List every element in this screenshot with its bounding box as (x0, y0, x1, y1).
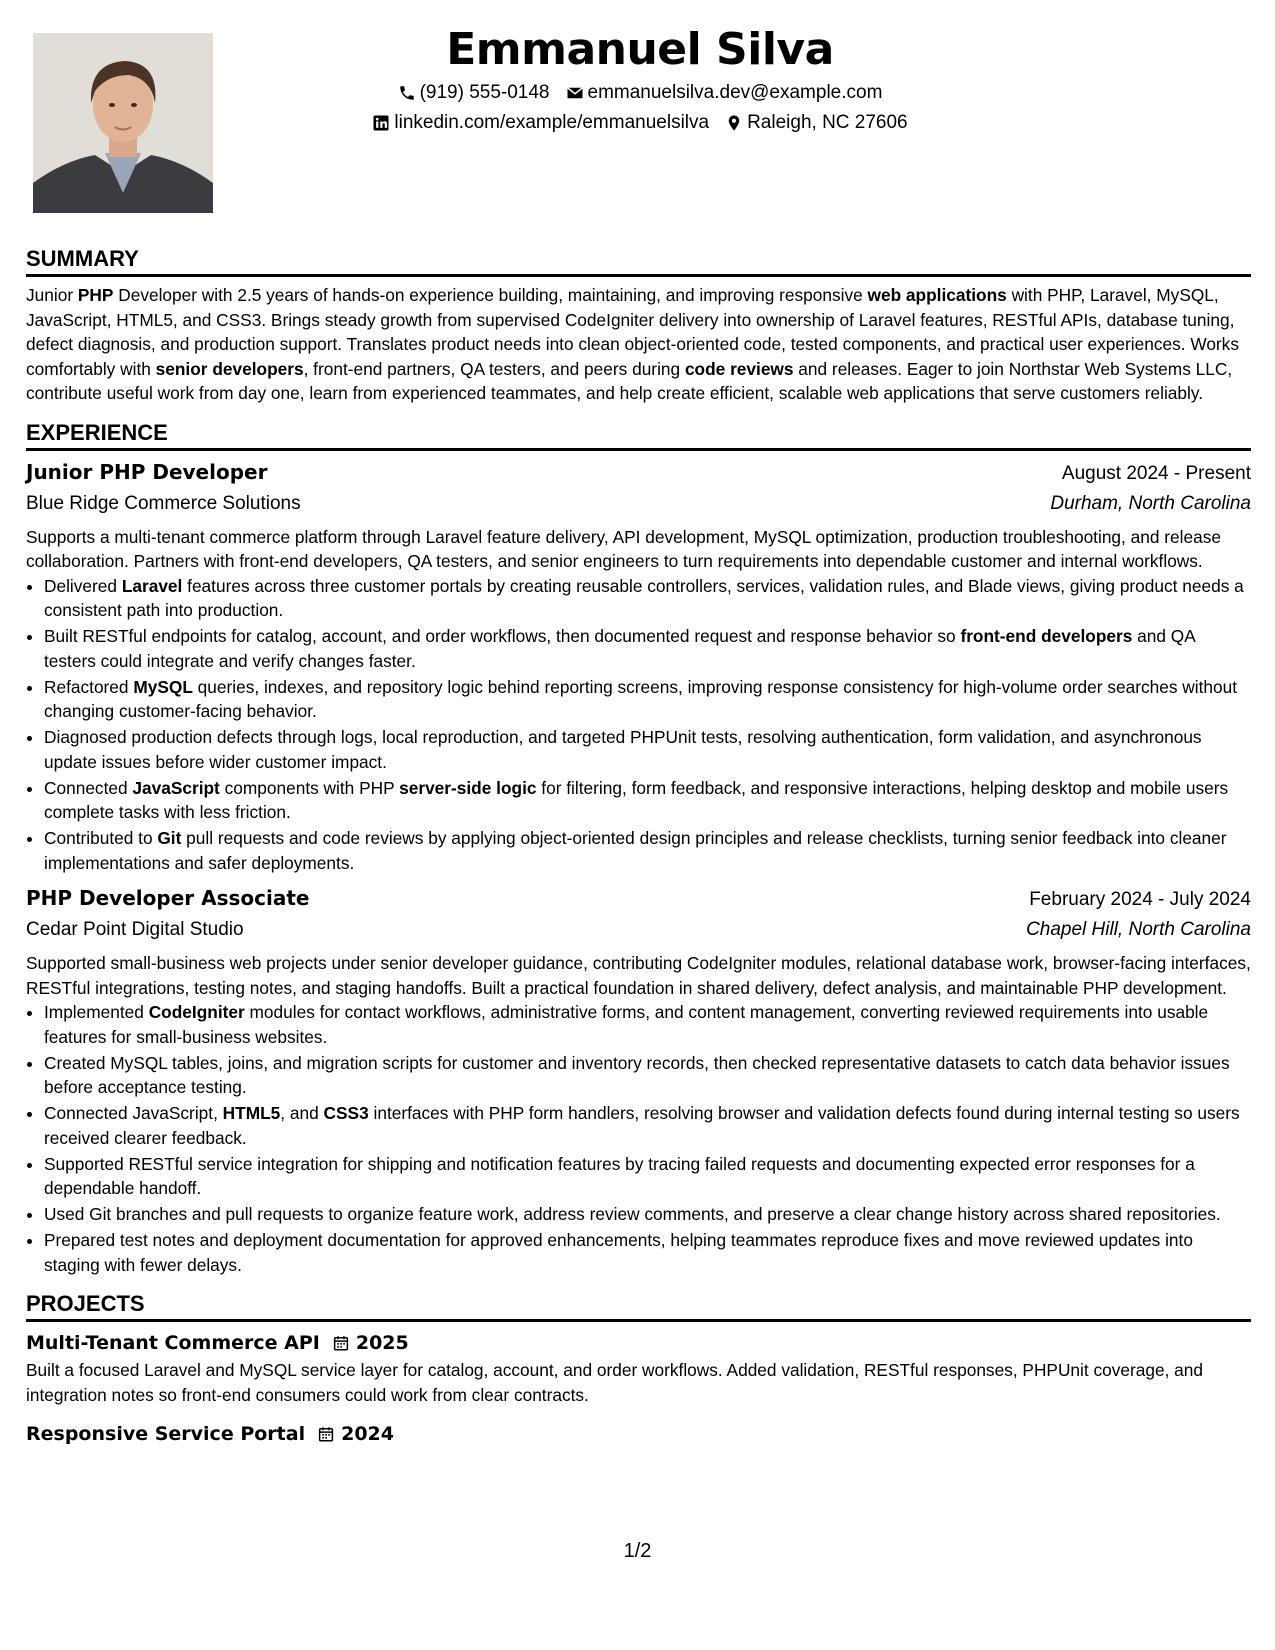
project-description: Built a focused Laravel and MySQL service layer for catalog, account, and order workflows. Added validation, RESTful responses, PHPUnit coverage, and integration notes so front-end consumers could work from clear contracts. (26, 1360, 1204, 1405)
bold-keyword: server-side logic (399, 777, 537, 798)
linkedin-icon (372, 114, 390, 132)
bold-keyword: PHP (77, 285, 114, 305)
section-title-experience: EXPERIENCE (26, 420, 1251, 451)
experience-section (26, 420, 1251, 1278)
job-header (26, 457, 1251, 489)
project-year (317, 1419, 394, 1449)
job-bullet (44, 826, 1251, 875)
job-bullet (44, 1202, 1251, 1227)
email-contact[interactable] (566, 78, 883, 108)
text-segment: , and (280, 1103, 324, 1123)
text-segment: Refactored (44, 676, 134, 697)
bold-keyword: JavaScript (132, 777, 220, 798)
job-bullet (44, 1000, 1251, 1049)
text-segment: Connected (44, 777, 133, 798)
candidate-name: Emmanuel Silva (446, 24, 834, 75)
project-name: Responsive Service Portal (26, 1423, 306, 1445)
text-segment: Supported RESTful service integration for shipping and notification features by tracing failed requests and documenting expected error responses for a dependable handoff. (44, 1153, 1195, 1198)
job-dates: August 2024 - Present (1061, 462, 1251, 484)
section-title-projects: PROJECTS (26, 1291, 1251, 1322)
summary-section (26, 246, 1251, 406)
text-segment: Delivered (44, 575, 122, 596)
job-bullet (44, 1152, 1251, 1201)
text-segment: Prepared test notes and deployment documentation for approved enhancements, helping teammates reproduce fixes and move reviewed updates into staging with fewer delays. (44, 1230, 1193, 1275)
projects-section (26, 1291, 1251, 1449)
project-name: Multi-Tenant Commerce API (26, 1332, 320, 1354)
job-bullet (44, 1228, 1251, 1277)
location-contact (725, 108, 908, 138)
project-year-text: 2024 (341, 1423, 394, 1445)
bold-keyword: CSS3 (323, 1103, 369, 1123)
job-description: Supported small-business web projects under senior developer guidance, contributing CodeIgniter modules, relational database work, browser-facing interfaces, RESTful integrations, testing notes, and staging handoffs. Built a practical foundation in shared delivery, defect analysis, and maintainable PHP development. (26, 953, 1251, 998)
bold-keyword: HTML5 (222, 1103, 281, 1123)
text-segment: and QA testers could integrate and verify changes faster. (44, 626, 1195, 671)
job-bullet (44, 1051, 1251, 1100)
company-name: Blue Ridge Commerce Solutions (26, 492, 301, 514)
phone-icon (398, 84, 416, 102)
job-title: Junior PHP Developer (26, 459, 268, 484)
job-subheader (26, 489, 1251, 519)
phone-contact (398, 78, 550, 108)
location-text: Raleigh, NC 27606 (747, 112, 908, 133)
text-segment: Diagnosed production defects through logs, local reproduction, and targeted PHPUnit tests, resolving authentication, form validation, and asynchronous update issues before wider customer impact. (44, 727, 1202, 772)
text-segment: modules for contact workflows, administrative forms, and content management, converting reviewed requirements into usable features for small-business websites. (44, 1002, 1209, 1047)
page-number: 1/2 (623, 1540, 652, 1562)
text-segment: , front-end partners, QA testers, and peers during (303, 358, 685, 379)
text-segment: with PHP, Laravel, MySQL, JavaScript, HTML5, and CSS3. Brings steady growth from supervised CodeIgniter delivery into ownership of Laravel features, RESTful APIs, database tuning, defect diagnosis, and production support. Translates product needs into clean object-oriented code, tested components, and practical user experiences. Works comfortably with (26, 285, 1239, 379)
job-entry (26, 883, 1251, 1277)
email-text: emmanuelsilva.dev@example.com (587, 82, 883, 103)
phone-text: (919) 555-0148 (419, 82, 550, 103)
profile-photo (33, 33, 213, 213)
text-segment: features across three customer portals by creating reusable controllers, services, validation rules, and Blade views, giving product needs a consistent path into production. (44, 575, 1244, 620)
job-header (26, 883, 1251, 915)
section-title-summary: SUMMARY (26, 246, 1251, 277)
text-segment: components with PHP (219, 777, 400, 798)
project-entry (26, 1419, 1251, 1449)
job-dates: February 2024 - July 2024 (1029, 889, 1251, 910)
text-segment: and releases. Eager to join Northstar Web Systems LLC, contribute useful work from day one, learn from experienced teammates, and help create efficient, scalable web applications that serve customers reliably. (26, 358, 1233, 403)
text-segment: Connected JavaScript, (44, 1103, 223, 1123)
job-bullet (44, 725, 1251, 774)
text-segment: queries, indexes, and repository logic behind reporting screens, improving response consistency for high-volume order searches without changing customer-facing behavior. (44, 676, 1238, 721)
resume-body (26, 246, 1251, 1463)
text-segment: Created MySQL tables, joins, and migration scripts for customer and inventory records, then checked representative datasets to catch data behavior issues before acceptance testing. (44, 1052, 1230, 1097)
bold-keyword: MySQL (133, 676, 193, 697)
bold-keyword: senior developers (155, 358, 304, 379)
text-segment: Contributed to (44, 828, 158, 848)
job-description: Supports a multi-tenant commerce platform through Laravel feature delivery, API development, MySQL optimization, production troubleshooting, and release collaboration. Partners with front-end developers, QA testers, and senior engineers to turn requirements into dependable customer and internal workflows. (26, 526, 1221, 571)
job-bullet (44, 1101, 1251, 1150)
linkedin-text: linkedin.com/example/emmanuelsilva (394, 112, 710, 133)
calendar-icon (317, 1425, 335, 1443)
envelope-icon (566, 84, 584, 102)
text-segment: Junior (26, 285, 78, 305)
project-header (26, 1328, 1251, 1358)
summary-paragraph (26, 283, 1251, 406)
contact-line-2 (250, 108, 1030, 138)
text-segment: Implemented (44, 1002, 149, 1022)
calendar-icon (332, 1334, 350, 1352)
resume-header (250, 22, 1030, 138)
contact-line-1 (250, 78, 1030, 108)
text-segment: Used Git branches and pull requests to organize feature work, address review comments, and preserve a clear change history across shared repositories. (44, 1204, 1221, 1224)
linkedin-contact[interactable] (372, 108, 709, 138)
job-entry (26, 457, 1251, 876)
job-bullet (44, 776, 1251, 825)
job-bullet (44, 675, 1251, 724)
text-segment: for filtering, form feedback, and responsive interactions, helping desktop and mobile users complete tasks with less friction. (44, 777, 1229, 822)
project-year (332, 1328, 409, 1358)
job-title: PHP Developer Associate (26, 886, 310, 910)
job-bullet (44, 624, 1251, 673)
bold-keyword: CodeIgniter (148, 1002, 245, 1022)
text-segment: Built RESTful endpoints for catalog, account, and order workflows, then documented request and response behavior so (44, 626, 961, 646)
text-segment: interfaces with PHP form handlers, resolving browser and validation defects found during internal testing so users received clearer feedback. (44, 1103, 1240, 1148)
bold-keyword: front-end developers (960, 626, 1133, 646)
project-entry (26, 1328, 1251, 1407)
job-bullet-list (26, 574, 1251, 876)
text-segment: Developer with 2.5 years of hands-on experience building, maintaining, and improving responsive (113, 285, 868, 305)
job-bullet (44, 574, 1251, 623)
bold-keyword: Git (157, 828, 182, 848)
job-location: Durham, North Carolina (1050, 492, 1251, 514)
project-year-text: 2025 (355, 1332, 409, 1354)
text-segment: pull requests and code reviews by applying object-oriented design principles and release checklists, turning senior feedback into cleaner implementations and safer deployments. (44, 828, 1227, 873)
project-header (26, 1419, 1251, 1449)
map-pin-icon (725, 114, 743, 132)
job-subheader (26, 915, 1251, 945)
bold-keyword: Laravel (121, 575, 183, 596)
company-name: Cedar Point Digital Studio (26, 919, 244, 940)
bold-keyword: code reviews (684, 358, 794, 379)
bold-keyword: web applications (867, 285, 1007, 305)
job-location: Chapel Hill, North Carolina (1026, 919, 1251, 940)
job-bullet-list (26, 1000, 1251, 1277)
